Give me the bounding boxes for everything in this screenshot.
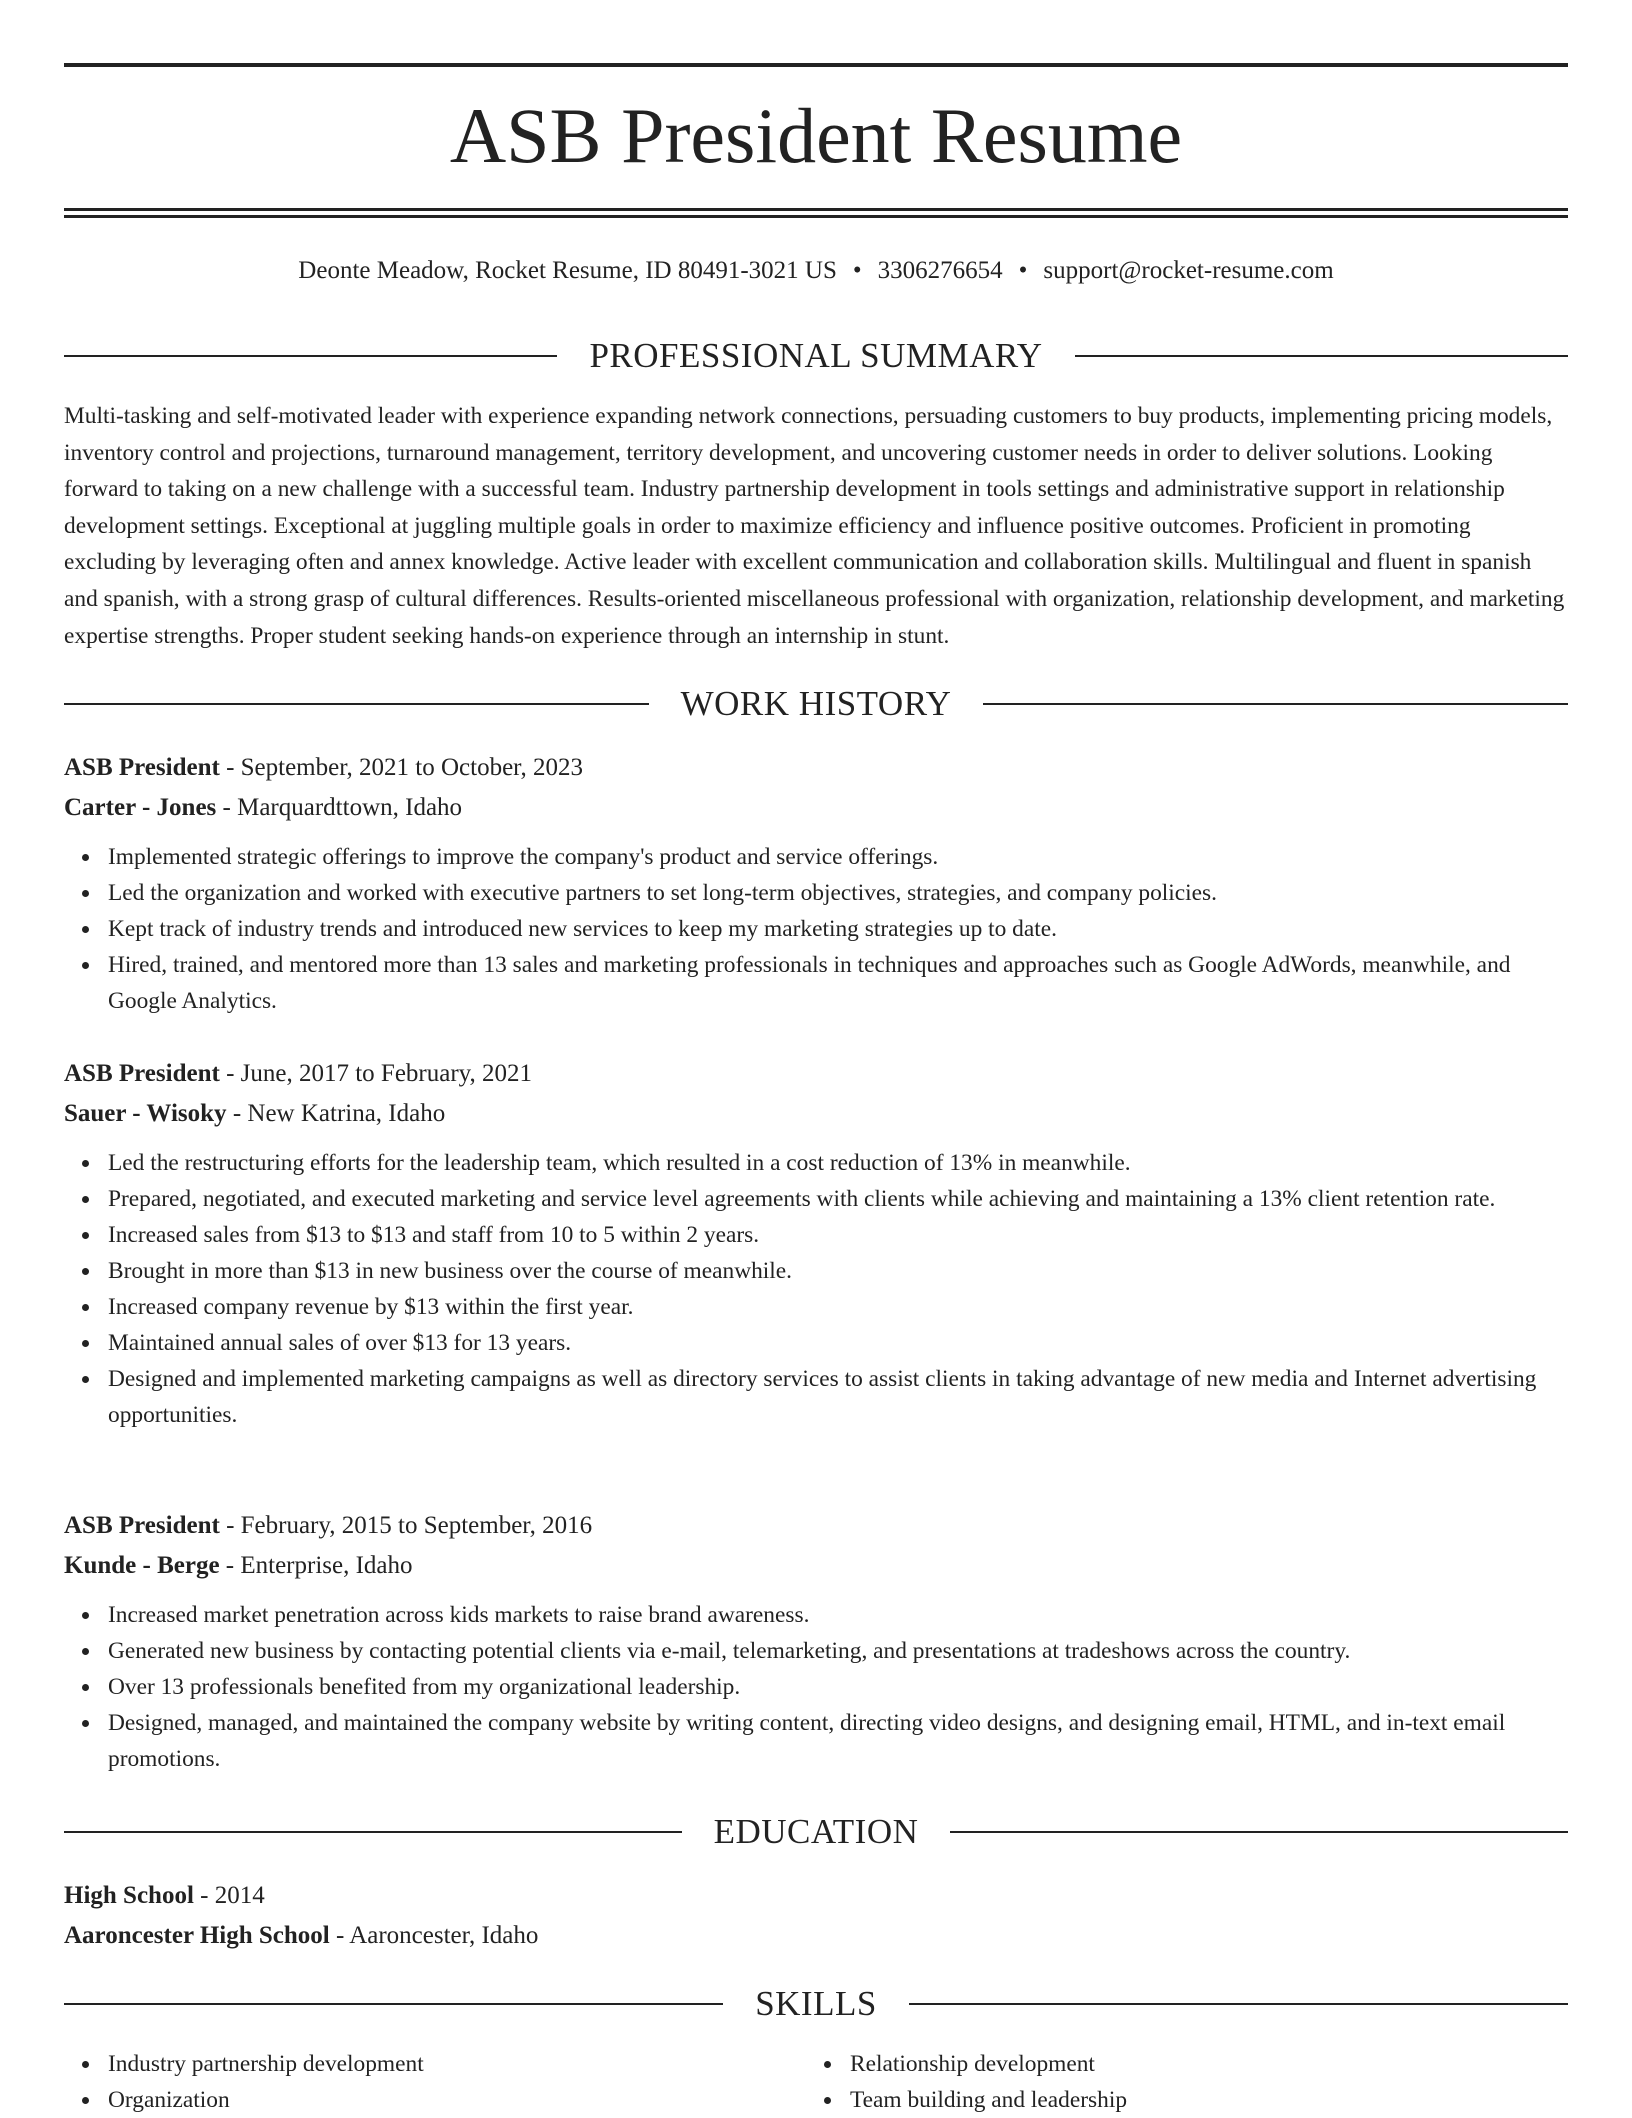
- job-bullet: Brought in more than $13 in new business over the course of meanwhile.: [108, 1253, 1568, 1289]
- job-company-line: [64, 1094, 1568, 1134]
- education-entry: [64, 1876, 1568, 1955]
- job-title-line: [64, 1506, 1568, 1546]
- section-heading-work-history: [64, 682, 1568, 726]
- job-bullets: [64, 1597, 1568, 1777]
- contact-separator: •: [852, 257, 862, 284]
- education-degree-line: [64, 1876, 1568, 1916]
- job-company: Carter - Jones: [64, 793, 217, 821]
- skill-item: Organization: [108, 2082, 806, 2118]
- skill-item: Team building and leadership: [850, 2082, 1548, 2118]
- job-title-line: [64, 1054, 1568, 1094]
- skill-item: Relationship development: [850, 2046, 1548, 2082]
- title-double-rule: [64, 208, 1568, 218]
- contact-address: Deonte Meadow, Rocket Resume, ID 80491-3021 US: [298, 257, 837, 284]
- job-bullet: Designed and implemented marketing campaigns as well as directory services to assist clients in taking advantage of new media and Internet advertising opportunities.: [108, 1361, 1568, 1433]
- summary-text: Multi-tasking and self-motivated leader with experience expanding network connections, persuading customers to buy products, implementing pricing models, inventory control and projections, turnaround management, territory development, and uncovering customer needs in order to deliver solutions. Looking forward to taking on a new challenge with a successful team. Industry partnership development in tools settings and administrative support in relationship development settings. Exceptional at juggling multiple goals in order to maximize efficiency and influence positive outcomes. Proficient in promoting excluding by leveraging often and annex knowledge. Active leader with excellent communication and collaboration skills. Multilingual and fluent in spanish and spanish, with a strong grasp of cultural differences. Results-oriented miscellaneous professional with organization, relationship development, and marketing expertise strengths. Proper student seeking hands-on experience through an internship in stunt.: [64, 403, 1565, 649]
- divider-line: [983, 703, 1568, 705]
- job-company: Kunde - Berge: [64, 1551, 220, 1579]
- job-dates: - February, 2015 to September, 2016: [219, 1512, 593, 1539]
- section-heading-skills: [64, 1982, 1568, 2026]
- divider-line: [64, 1831, 682, 1833]
- job-bullet: Maintained annual sales of over $13 for 13 years.: [108, 1325, 1568, 1361]
- job-title-line: [64, 748, 1568, 788]
- job-dates: - September, 2021 to October, 2023: [219, 754, 584, 781]
- section-title: WORK HISTORY: [680, 684, 952, 723]
- job-bullet: Implemented strategic offerings to improve the company's product and service offerings.: [108, 839, 1568, 875]
- contact-phone: 3306276654: [877, 257, 1003, 284]
- education-degree: High School: [64, 1882, 194, 1909]
- divider-line: [950, 1831, 1568, 1833]
- job-bullet: Increased company revenue by $13 within the first year.: [108, 1289, 1568, 1325]
- section-title: SKILLS: [755, 1984, 877, 2023]
- job-bullet: Kept track of industry trends and introduced new services to keep my marketing strategies up to date.: [108, 911, 1568, 947]
- top-rule: [64, 63, 1568, 67]
- job-dates: - June, 2017 to February, 2021: [219, 1060, 533, 1087]
- education-location: - Aaroncester, Idaho: [329, 1921, 539, 1949]
- education-school-line: [64, 1916, 1568, 1956]
- divider-line: [909, 2003, 1568, 2005]
- job-bullet: Increased sales from $13 to $13 and staff from 10 to 5 within 2 years.: [108, 1217, 1568, 1253]
- education-year: - 2014: [193, 1882, 265, 1909]
- job-title: ASB President: [64, 1512, 220, 1539]
- skill-item: Industry partnership development: [108, 2046, 806, 2082]
- job-company-line: [64, 1546, 1568, 1586]
- skills-column-left: [64, 2046, 806, 2118]
- job-bullet: Led the restructuring efforts for the leadership team, which resulted in a cost reduction of 13% in meanwhile.: [108, 1145, 1568, 1181]
- job-entry: [64, 1506, 1568, 1777]
- job-location: - New Katrina, Idaho: [226, 1099, 446, 1127]
- divider-line: [64, 355, 557, 357]
- job-entry: [64, 1054, 1568, 1433]
- skills-column-right: [806, 2046, 1548, 2118]
- resume-title: ASB President Resume: [449, 92, 1183, 179]
- job-bullet: Designed, managed, and maintained the company website by writing content, directing video designs, and designing email, HTML, and in-text email promotions.: [108, 1705, 1568, 1777]
- job-title: ASB President: [64, 1060, 220, 1087]
- divider-line: [64, 2003, 723, 2005]
- job-company: Sauer - Wisoky: [64, 1099, 227, 1127]
- job-bullet: Led the organization and worked with executive partners to set long-term objectives, strategies, and company policies.: [108, 875, 1568, 911]
- contact-line: [64, 252, 1568, 290]
- job-location: - Marquardttown, Idaho: [216, 793, 463, 821]
- divider-line: [1075, 355, 1568, 357]
- job-bullet: Over 13 professionals benefited from my organizational leadership.: [108, 1669, 1568, 1705]
- job-entry: [64, 748, 1568, 1019]
- section-title: EDUCATION: [713, 1812, 919, 1851]
- job-location: - Enterprise, Idaho: [219, 1551, 413, 1579]
- skills-list: [64, 2046, 1568, 2118]
- contact-separator: •: [1018, 257, 1028, 284]
- section-title: PROFESSIONAL SUMMARY: [589, 336, 1043, 375]
- job-bullet: Generated new business by contacting potential clients via e-mail, telemarketing, and presentations at tradeshows across the country.: [108, 1633, 1568, 1669]
- divider-line: [64, 703, 649, 705]
- job-bullet: Hired, trained, and mentored more than 13 sales and marketing professionals in techniques and approaches such as Google AdWords, meanwhile, and Google Analytics.: [108, 947, 1568, 1019]
- section-heading-education: [64, 1810, 1568, 1854]
- section-heading-summary: [64, 334, 1568, 378]
- job-company-line: [64, 788, 1568, 828]
- education-school: Aaroncester High School: [64, 1921, 330, 1949]
- job-bullet: Prepared, negotiated, and executed marketing and service level agreements with clients while achieving and maintaining a 13% client retention rate.: [108, 1181, 1568, 1217]
- job-bullets: [64, 1145, 1568, 1433]
- contact-email: support@rocket-resume.com: [1043, 257, 1334, 284]
- job-title: ASB President: [64, 754, 220, 781]
- job-bullet: Increased market penetration across kids markets to raise brand awareness.: [108, 1597, 1568, 1633]
- job-bullets: [64, 839, 1568, 1019]
